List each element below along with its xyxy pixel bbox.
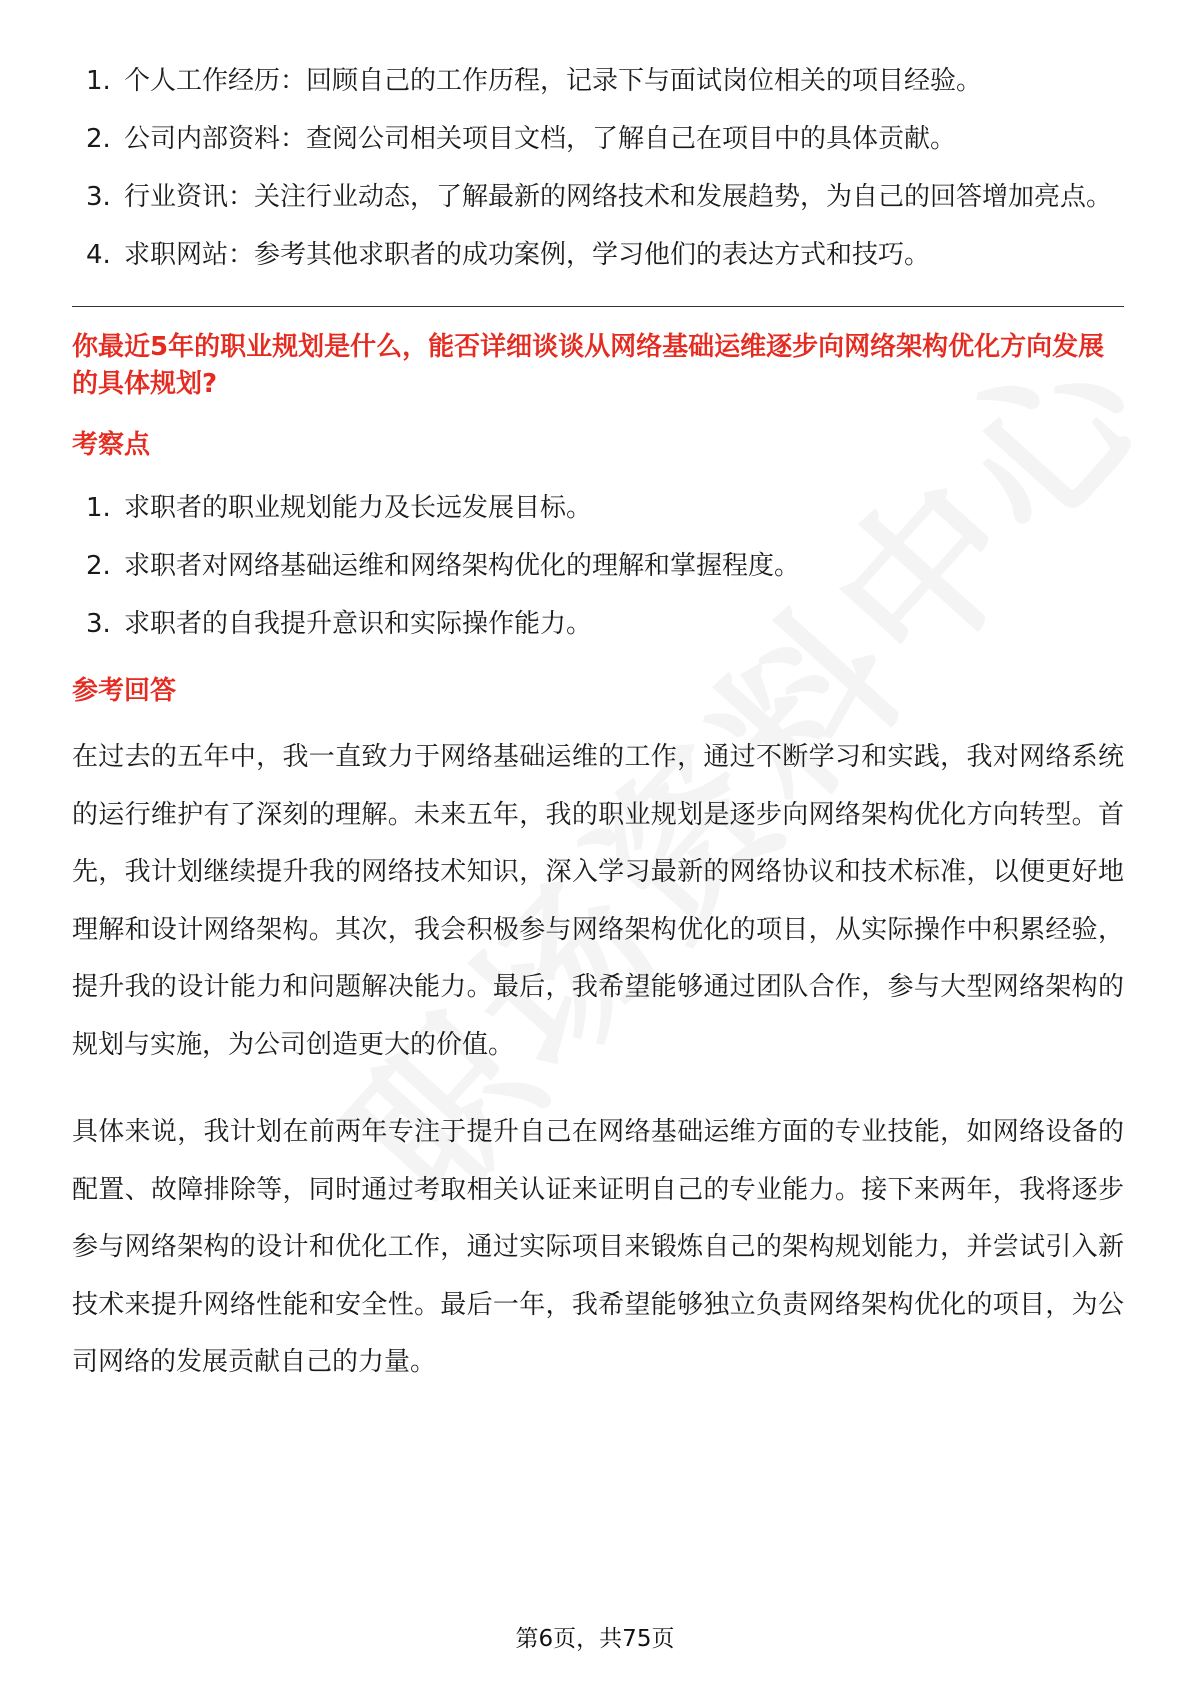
list-item: [72, 537, 1124, 595]
list-text: 公司内部资料：查阅公司相关项目文档，了解自己在项目中的具体贡献。: [124, 124, 957, 154]
focus-heading: 考察点: [72, 430, 151, 460]
resource-list: [72, 52, 1124, 284]
page-number: 第6页，共75页: [515, 1626, 675, 1652]
list-item: [72, 110, 1124, 168]
page-content: [72, 52, 1124, 1392]
section-divider: [72, 306, 1124, 307]
list-number: 3.: [86, 182, 111, 212]
list-item: [72, 168, 1124, 226]
list-text: 行业资讯：关注行业动态，了解最新的网络技术和发展趋势，为自己的回答增加亮点。: [124, 182, 1113, 212]
list-text: 求职者的职业规划能力及长远发展目标。: [124, 493, 593, 523]
list-text: 个人工作经历：回顾自己的工作历程，记录下与面试岗位相关的项目经验。: [124, 66, 983, 96]
answer-heading: 参考回答: [72, 676, 177, 706]
focus-list: [72, 479, 1124, 653]
list-text: 求职网站：参考其他求职者的成功案例，学习他们的表达方式和技巧。: [124, 240, 931, 270]
list-number: 3.: [86, 609, 111, 639]
list-number: 4.: [86, 240, 111, 270]
list-number: 2.: [86, 124, 111, 154]
list-text: 求职者的自我提升意识和实际操作能力。: [124, 609, 593, 639]
list-item: [72, 52, 1124, 110]
answer-paragraph: 在过去的五年中，我一直致力于网络基础运维的工作，通过不断学习和实践，我对网络系统的运行维护有了深刻的理解。未来五年，我的职业规划是逐步向网络架构优化方向转型。首先，我计划继续提升我的网络技术知识，深入学习最新的网络协议和技术标准，以便更好地理解和设计网络架构。其次，我会积极参与网络架构优化的项目，从实际操作中积累经验，提升我的设计能力和问题解决能力。最后，我希望能够通过团队合作，参与大型网络架构的规划与实施，为公司创造更大的价值。: [72, 742, 1124, 1060]
list-text: 求职者对网络基础运维和网络架构优化的理解和掌握程度。: [124, 551, 801, 581]
list-item: [72, 226, 1124, 284]
answer-paragraph: 具体来说，我计划在前两年专注于提升自己在网络基础运维方面的专业技能，如网络设备的配置、故障排除等，同时通过考取相关认证来证明自己的专业能力。接下来两年，我将逐步参与网络架构的设计和优化工作，通过实际项目来锻炼自己的架构规划能力，并尝试引入新技术来提升网络性能和安全性。最后一年，我希望能够独立负责网络架构优化的项目，为公司网络的发展贡献自己的力量。: [72, 1117, 1124, 1377]
list-number: 1.: [86, 493, 111, 523]
interview-question: 你最近5年的职业规划是什么，能否详细谈谈从网络基础运维逐步向网络架构优化方向发展的具体规划?: [72, 332, 1105, 399]
list-number: 1.: [86, 66, 111, 96]
list-item: [72, 595, 1124, 653]
list-number: 2.: [86, 551, 111, 581]
list-item: [72, 479, 1124, 537]
